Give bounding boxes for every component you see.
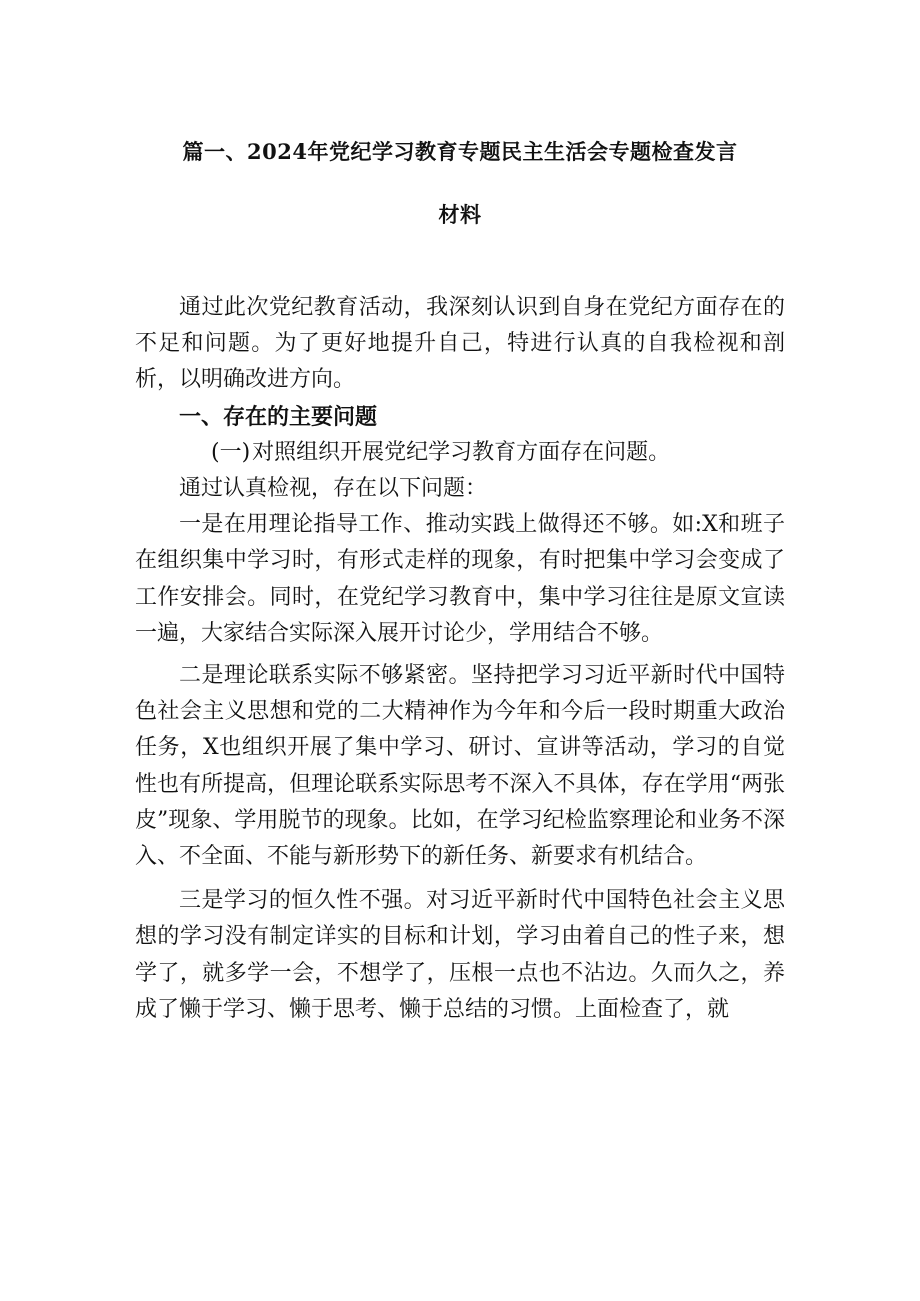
intro-paragraph: 通过此次党纪教育活动，我深刻认识到自身在党纪方面存在的不足和问题。为了更好地提升自己，特进行认真的自我检视和剖析，以明确改进方向。 — [135, 295, 785, 393]
problem-three-paragraph: 三是学习的恒久性不强。对习近平新时代中国特色社会主义思想的学习没有制定详实的目标和计划，学习由着自己的性子来，想学了，就多学一会，不想学了，压根一点也不沾边。久而久之，养成了懒于学习、懒于思考、懒于总结的习惯。上面检查了，就 — [135, 888, 785, 1022]
document-title-line-2: 材料 — [438, 202, 482, 227]
review-paragraph: 通过认真检视，存在以下问题： — [179, 476, 488, 502]
document-title-line-1: 篇一、2024年党纪学习教育专题民主生活会专题检查发言 — [182, 139, 738, 164]
document-body — [135, 290, 785, 1028]
problem-two-paragraph: 二是理论联系实际不够紧密。坚持把学习习近平新时代中国特色社会主义思想和党的二大精神作为今年和今后一段时期重大政治任务，X也组织开展了集中学习、研讨、宣讲等活动，学习的自觉性也有所提高，但理论联系实际思考不深入不具体，存在学用“两张皮”现象、学用脱节的现象。比如，在学习纪检监察理论和业务不深入、不全面、不能与新形势下的新任务、新要求有机结合。 — [135, 663, 785, 870]
problem-one-paragraph: 一是在用理论指导工作、推动实践上做得还不够。如:X和班子在组织集中学习时，有形式走样的现象，有时把集中学习会变成了工作安排会。同时，在党纪学习教育中，集中学习往往是原文宣读一遍，大家结合实际深入展开讨论少，学用结合不够。 — [135, 512, 785, 646]
subsection-text: 对照组织开展党纪学习教育方面存在问题。 — [252, 439, 671, 465]
section-heading-problems: 一、存在的主要问题 — [179, 403, 378, 430]
subsection-number: (一) — [211, 439, 251, 465]
subsection-heading — [135, 435, 785, 471]
